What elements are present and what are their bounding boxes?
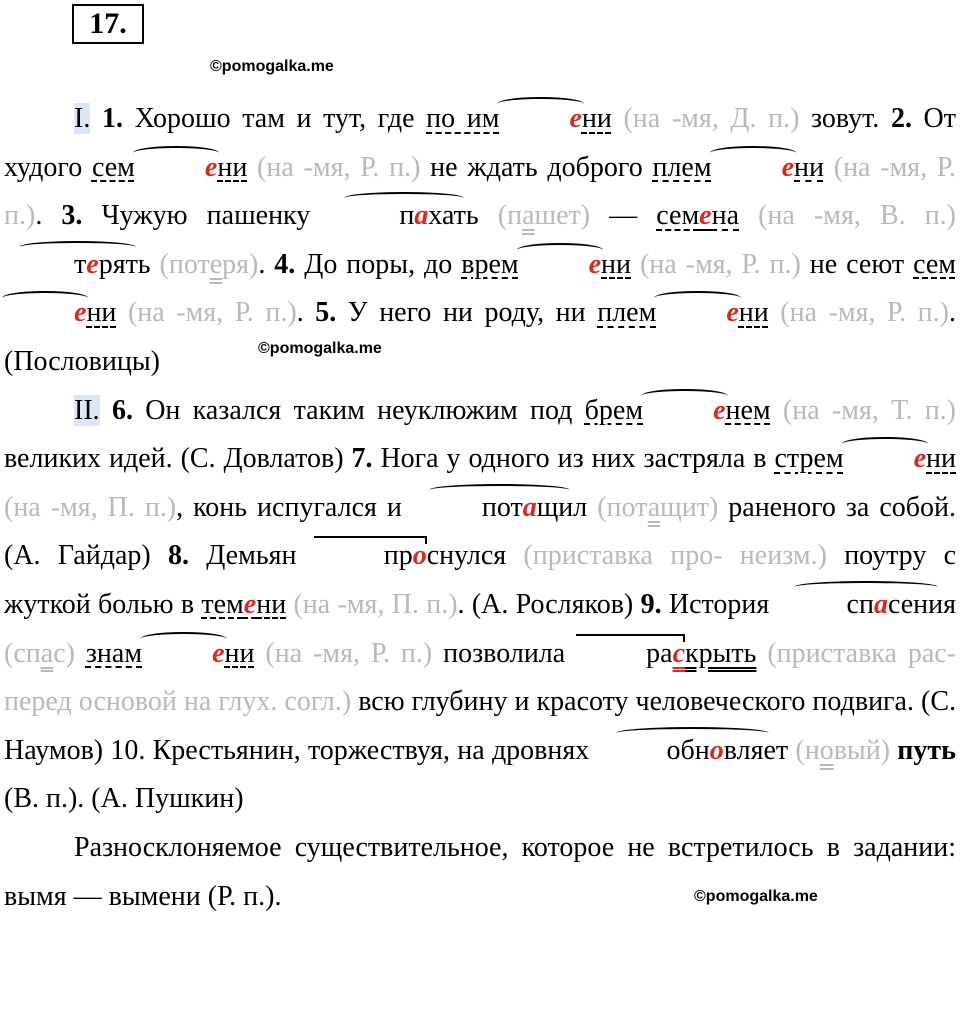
text: Чужую пашенку <box>82 200 330 232</box>
text: . <box>296 297 316 329</box>
text: не сеют <box>809 248 914 280</box>
analyzed-word <box>412 484 587 533</box>
analyzed-word <box>4 241 151 290</box>
note: (на -мя, В. п.) <box>739 200 957 232</box>
watermark: ©pomogalka.me <box>258 340 382 357</box>
vowel-highlight: е <box>74 297 87 329</box>
note: (на -мя, Т. п.) <box>770 394 956 426</box>
vowel-highlight: с <box>672 637 685 669</box>
text: поутру с жуткой болью в <box>4 540 957 620</box>
vowel-highlight: е <box>243 588 257 620</box>
note-vowel: а <box>40 637 54 669</box>
text: История <box>661 588 777 620</box>
word-part: сп <box>846 588 874 620</box>
text: . (Пословицы) <box>4 297 956 377</box>
vowel-highlight: а <box>414 200 429 232</box>
note <box>479 200 590 231</box>
analyzed-word <box>314 532 427 581</box>
note: (на -мя, Р. п.) <box>631 248 810 280</box>
text: , конь испугался и <box>176 491 412 523</box>
word-part: ни <box>256 588 287 620</box>
text: зовут. <box>811 103 891 134</box>
word-part: щил <box>536 491 588 523</box>
text: — <box>590 200 657 232</box>
text: великих идей. (С. Довлатов) <box>4 443 352 475</box>
word-part: ни <box>224 637 255 669</box>
word-part: тем <box>201 588 244 620</box>
text: позволила <box>443 637 577 669</box>
task-number: 17. <box>72 4 144 44</box>
note <box>4 638 86 669</box>
sentence-number: 1. <box>101 103 123 134</box>
word-part: пр <box>383 540 413 572</box>
text: раненого за собой. (А. Гайдар) <box>4 491 956 572</box>
root-arc <box>142 630 224 679</box>
note <box>151 249 259 280</box>
note: (на -мя, Д. п.) <box>611 103 812 134</box>
part-marker: I. <box>74 103 91 134</box>
text: Демьян <box>188 540 314 572</box>
root-arc <box>643 387 725 436</box>
note: (на -мя, П. п.) <box>4 491 177 523</box>
analyzed-word <box>656 200 739 231</box>
part-one-paragraph <box>4 95 956 387</box>
vowel-highlight: а <box>522 491 537 523</box>
root-arc <box>499 95 581 144</box>
note-part: (п <box>478 200 523 232</box>
word-part: плем <box>652 151 712 183</box>
vowel-highlight: е <box>699 200 712 232</box>
word-part: п <box>399 200 415 232</box>
analyzed-word <box>774 443 956 474</box>
sentence-number: 4. <box>274 248 296 280</box>
analyzed-word <box>329 192 478 241</box>
vowel-highlight: е <box>569 103 582 134</box>
root-arc <box>135 144 217 193</box>
vowel-highlight: е <box>588 248 602 280</box>
word-part: рять <box>98 248 151 280</box>
word-part: крыть <box>685 637 757 669</box>
analyzed-word <box>652 152 824 183</box>
analyzed-word <box>426 103 612 134</box>
word-part: сем <box>91 151 135 183</box>
note: (на -мя, Р. п.) <box>254 637 444 669</box>
word-part: ни <box>86 297 117 329</box>
note-vowel: о <box>819 734 834 766</box>
sentence-number: 6. <box>111 394 133 426</box>
vowel-highlight: е <box>212 637 225 669</box>
vowel-highlight: е <box>781 151 795 183</box>
word-part: стрем <box>774 443 844 475</box>
vowel-highlight: е <box>713 394 726 426</box>
word-part: ни <box>926 443 956 475</box>
analyzed-word <box>201 589 286 620</box>
sentence-number: 3. <box>61 200 83 232</box>
word-part: по им <box>426 103 500 134</box>
sentence-number: 7. <box>351 443 373 475</box>
note-part: (сп <box>4 637 41 669</box>
word-part: ни <box>794 151 824 183</box>
text: Он казался таким неуклюжим под <box>132 394 585 426</box>
vowel-highlight: о <box>412 540 427 572</box>
note-vowel: а <box>522 200 535 232</box>
word-part: плем <box>597 297 657 329</box>
word-part: обн <box>666 734 710 766</box>
analyzed-word <box>597 727 789 776</box>
root-arc <box>712 144 794 193</box>
note-part: (н <box>788 734 820 766</box>
note: (на -мя, Р. п.) <box>768 297 949 329</box>
bold-word: путь <box>897 734 956 766</box>
analyzed-word <box>576 630 685 679</box>
word-part: ни <box>601 248 631 280</box>
analyzed-word <box>92 152 247 183</box>
note: (приставка про- неизм.) <box>506 540 845 572</box>
sentence-number: 2. <box>890 103 912 134</box>
text: . <box>258 248 275 280</box>
note: (на -мя, П. п.) <box>286 588 458 620</box>
note-part: (пот <box>587 491 648 523</box>
part-marker: II. <box>74 394 100 426</box>
word-part: на <box>711 200 740 232</box>
word-part: врем <box>461 248 519 280</box>
vowel-highlight: о <box>709 734 724 766</box>
word-part: ра <box>646 637 673 669</box>
root-arc <box>4 289 86 338</box>
sentence-number: 8. <box>167 540 189 572</box>
word-part: брем <box>584 394 644 426</box>
note: (на -мя, Р. п.) <box>116 297 297 329</box>
word-part: сем <box>656 200 700 232</box>
analyzed-word <box>86 638 255 669</box>
note-part: с) <box>53 637 86 669</box>
analyzed-word <box>597 297 769 328</box>
text: всю глубину и красоту человеческого подвига. (С. Наумов) 10. Крестьянин, торжествуя, на дровнях <box>4 686 956 766</box>
root-arc <box>844 435 926 484</box>
watermark: ©pomogalka.me <box>694 888 818 905</box>
text: . <box>35 200 62 232</box>
word-part: ни <box>581 103 612 134</box>
vowel-highlight: е <box>204 151 218 183</box>
note: (на -мя, Р. п.) <box>4 151 957 232</box>
sentence-number: 9. <box>640 588 662 620</box>
word-part: знам <box>85 637 143 669</box>
sentence-number: 5. <box>315 297 337 329</box>
conclusion: Разносклоняемое существительное, которое не встретилось в задании: вымя — вымени (Р. п.). <box>4 831 956 912</box>
text: . (А. Росляков) <box>457 588 641 620</box>
word-part: сения <box>887 588 956 620</box>
note-part: шет) <box>534 200 591 232</box>
exercise-text <box>4 95 956 921</box>
note-vowel: е <box>209 248 223 280</box>
note-part: (пот <box>150 248 210 280</box>
vowel-highlight: а <box>873 588 888 620</box>
text: (В. п.). (А. Пушкин) <box>4 783 244 815</box>
note-part: щит) <box>660 491 729 523</box>
note: (приставка рас- перед основой на глух. согл.) <box>4 637 956 718</box>
word-part: сем <box>913 248 956 280</box>
root-arc <box>656 289 738 338</box>
watermark: ©pomogalka.me <box>210 58 334 75</box>
word-part: ни <box>738 297 769 329</box>
text: Нога у одного из них застряла в <box>372 443 775 475</box>
part-two-paragraph <box>4 387 956 824</box>
text: До поры, до <box>295 248 462 280</box>
word-part: хать <box>428 200 479 232</box>
vowel-highlight: е <box>913 443 927 475</box>
word-part: ни <box>217 151 248 183</box>
note-vowel: а <box>647 491 661 523</box>
word-part: т <box>74 248 87 280</box>
note <box>788 735 897 766</box>
text: не ждать доброго <box>430 151 653 183</box>
text: У него ни роду, ни <box>336 297 598 329</box>
note <box>587 492 728 523</box>
word-part: нем <box>725 394 771 426</box>
text: От худого <box>4 103 957 183</box>
analyzed-word <box>461 249 631 280</box>
text: Хорошо там и тут, где <box>122 103 427 134</box>
note-part: ря) <box>222 248 259 280</box>
analyzed-word <box>585 395 771 426</box>
note-part: вый) <box>833 734 898 766</box>
word-part: снулся <box>426 540 507 572</box>
note: (на -мя, Р. п.) <box>247 151 431 183</box>
vowel-highlight: е <box>86 248 99 280</box>
vowel-highlight: е <box>726 297 739 329</box>
word-part: вляет <box>723 734 789 766</box>
root-arc <box>519 241 601 290</box>
word-part: пот <box>481 491 523 523</box>
analyzed-word <box>777 581 956 630</box>
